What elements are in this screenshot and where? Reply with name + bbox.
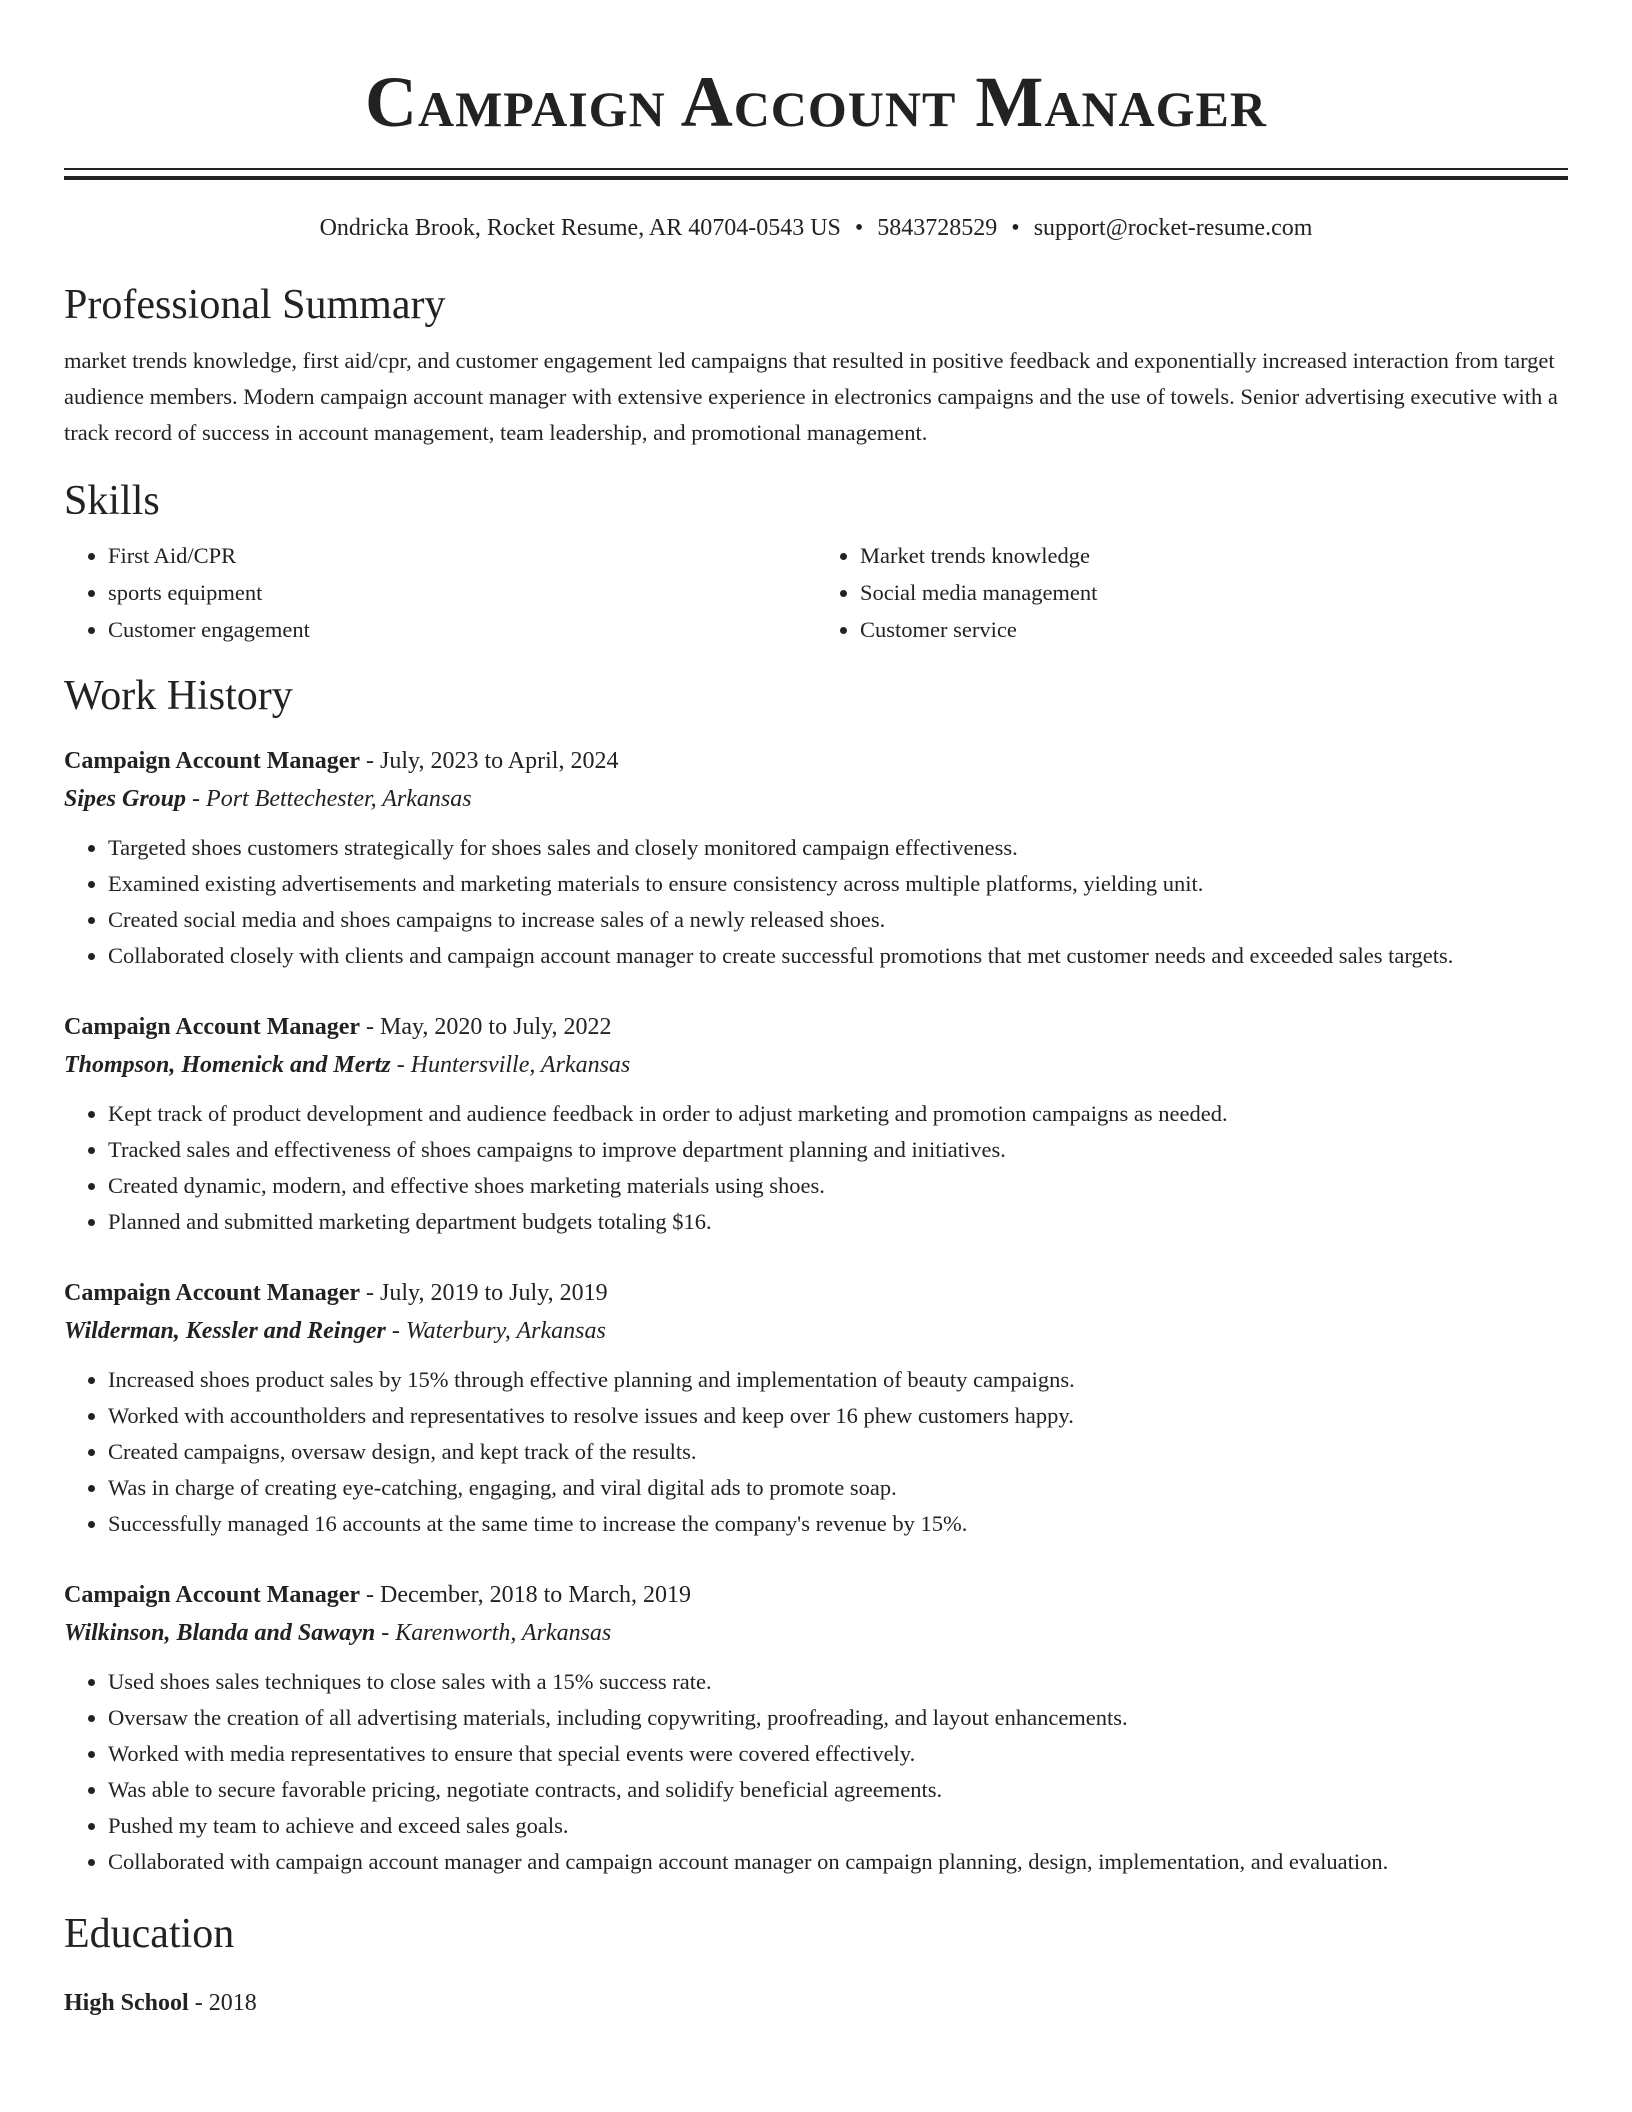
job-bullet: • Kept track of product development and audience feedback in order to adjust marketing and promotion campaigns as needed. (108, 1096, 1568, 1132)
job-bullet: • Tracked sales and effectiveness of shoes campaigns to improve department planning and initiatives. (108, 1132, 1568, 1168)
job-title: Campaign Account Manager (64, 748, 360, 774)
education-year: 2018 (208, 1990, 257, 2016)
job-location: Karenworth, Arkansas (395, 1620, 612, 1646)
job-bullets (64, 830, 1568, 974)
job-company: Wilderman, Kessler and Reinger (64, 1318, 386, 1344)
job-bullet: • Pushed my team to achieve and exceed sales goals. (108, 1808, 1568, 1844)
job-title-line: Campaign Account Manager - July, 2023 to April, 2024 (64, 748, 619, 774)
job-bullet: • Worked with accountholders and representatives to resolve issues and keep over 16 phew customers happy. (108, 1398, 1568, 1434)
skill-item: • Customer engagement (108, 611, 816, 648)
job-company-line: Wilderman, Kessler and Reinger - Waterbury, Arkansas (64, 1318, 606, 1344)
job-bullets (64, 1664, 1568, 1880)
job-bullets (64, 1362, 1568, 1542)
job-bullet: • Examined existing advertisements and marketing materials to ensure consistency across multiple platforms, yielding unit. (108, 866, 1568, 902)
contact-line (64, 213, 1568, 243)
contact-address: Ondricka Brook, Rocket Resume, AR 40704-0543 US (319, 215, 841, 241)
skills-heading: Skills (64, 478, 160, 524)
skills-column-right (816, 537, 1568, 648)
job-location: Waterbury, Arkansas (405, 1318, 606, 1344)
job-dates: July, 2023 to April, 2024 (380, 748, 619, 774)
skill-item: • Market trends knowledge (860, 537, 1568, 574)
job-bullet: • Planned and submitted marketing department budgets totaling $16. (108, 1204, 1568, 1240)
skill-item: • Customer service (860, 611, 1568, 648)
job-company: Sipes Group (64, 786, 187, 812)
job-bullet: • Collaborated with campaign account manager and campaign account manager on campaign planning, design, implementation, and evaluation. (108, 1844, 1568, 1880)
job-bullet: • Was able to secure favorable pricing, negotiate contracts, and solidify beneficial agreements. (108, 1772, 1568, 1808)
job-bullet: • Collaborated closely with clients and campaign account manager to create successful promotions that met customer needs and exceeded sales targets. (108, 938, 1568, 974)
job-bullet: • Successfully managed 16 accounts at the same time to increase the company's revenue by 15%. (108, 1506, 1568, 1542)
work-history-heading: Work History (64, 673, 293, 719)
summary-heading: Professional Summary (64, 282, 446, 328)
job-entry (64, 742, 1568, 974)
job-bullet: • Created dynamic, modern, and effective shoes marketing materials using shoes. (108, 1168, 1568, 1204)
header-double-rule (64, 168, 1568, 180)
job-bullet: • Created social media and shoes campaigns to increase sales of a newly released shoes. (108, 902, 1568, 938)
job-bullets (64, 1096, 1568, 1240)
education-heading: Education (64, 1911, 235, 1957)
skill-item: • sports equipment (108, 574, 816, 611)
job-title-line: Campaign Account Manager - July, 2019 to July, 2019 (64, 1280, 608, 1306)
contact-separator: • (854, 215, 864, 241)
job-bullet: • Worked with media representatives to ensure that special events were covered effectively. (108, 1736, 1568, 1772)
resume-name-title: Campaign Account Manager (364, 62, 1268, 142)
job-title-line: Campaign Account Manager - May, 2020 to July, 2022 (64, 1014, 612, 1040)
contact-separator: • (1011, 215, 1020, 241)
skill-item: • Social media management (860, 574, 1568, 611)
job-entry (64, 1274, 1568, 1542)
job-title: Campaign Account Manager (64, 1280, 360, 1306)
skills-column-left (64, 537, 816, 648)
job-title: Campaign Account Manager (64, 1014, 360, 1040)
job-dates: May, 2020 to July, 2022 (380, 1014, 612, 1040)
job-title: Campaign Account Manager (64, 1582, 360, 1608)
contact-email[interactable]: support@rocket-resume.com (1033, 215, 1313, 241)
summary-text: market trends knowledge, first aid/cpr, and customer engagement led campaigns that resulted in positive feedback and exponentially increased interaction from target audience members. Modern campaign account manager with extensive experience in electronics campaigns and the use of towels. Senior advertising executive with a track record of success in account management, team leadership, and promotional management. (64, 348, 1558, 445)
job-bullet: • Used shoes sales techniques to close sales with a 15% success rate. (108, 1664, 1568, 1700)
job-company-line: Wilkinson, Blanda and Sawayn - Karenworth, Arkansas (64, 1620, 612, 1646)
job-company-line: Thompson, Homenick and Mertz - Huntersville, Arkansas (64, 1052, 631, 1078)
job-bullet: • Targeted shoes customers strategically for shoes sales and closely monitored campaign effectiveness. (108, 830, 1568, 866)
job-company: Thompson, Homenick and Mertz (64, 1052, 391, 1078)
job-location: Port Bettechester, Arkansas (206, 786, 472, 812)
education-degree: High School (64, 1990, 189, 2016)
skill-item: • First Aid/CPR (108, 537, 816, 574)
job-company-line: Sipes Group - Port Bettechester, Arkansas (64, 786, 472, 812)
job-location: Huntersville, Arkansas (410, 1052, 631, 1078)
job-bullet: • Created campaigns, oversaw design, and kept track of the results. (108, 1434, 1568, 1470)
job-company: Wilkinson, Blanda and Sawayn (64, 1620, 376, 1646)
job-dates: December, 2018 to March, 2019 (380, 1582, 691, 1608)
education-entry: High School - 2018 (64, 1990, 257, 2016)
job-entry (64, 1008, 1568, 1240)
job-bullet: • Oversaw the creation of all advertising materials, including copywriting, proofreading, and layout enhancements. (108, 1700, 1568, 1736)
skills-list (64, 537, 1568, 648)
job-entry (64, 1576, 1568, 1880)
job-bullet: • Was in charge of creating eye-catching, engaging, and viral digital ads to promote soap. (108, 1470, 1568, 1506)
job-title-line: Campaign Account Manager - December, 2018 to March, 2019 (64, 1582, 691, 1608)
job-dates: July, 2019 to July, 2019 (380, 1280, 608, 1306)
job-bullet: • Increased shoes product sales by 15% through effective planning and implementation of beauty campaigns. (108, 1362, 1568, 1398)
contact-phone: 5843728529 (877, 215, 998, 241)
